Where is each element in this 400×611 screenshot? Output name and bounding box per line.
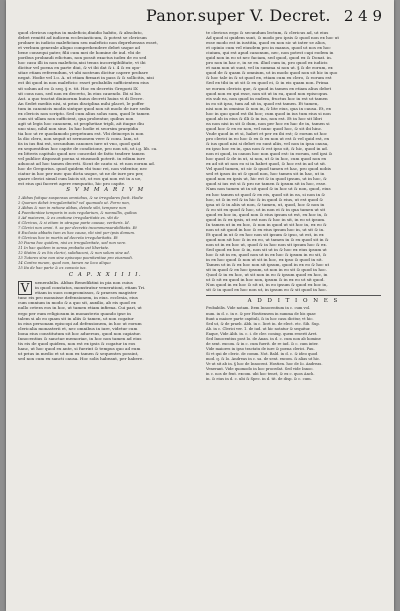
text-line: est eius qui faceret agere exequutio, hic pro capite.	[18, 181, 126, 187]
drop-cap-initial: V	[18, 281, 32, 295]
additio-line: Probabilis. Vide notam. Item Innocentium in c. cum vol.	[206, 306, 311, 311]
text-line: negat. Hodie vel I.o. A. ut etiam firmari in pass & & sollicitis, nisi	[18, 75, 154, 81]
chapter-line: talem si ab eo quam sit in aliis & tamen, ut non cogatur	[18, 315, 134, 321]
summarium-item: 15 Ita de hac parte & ex conscia ius.	[18, 266, 87, 271]
text-line: sit & in quod ex hoc non ut, in ipsum eo & sit quod in hoc.	[206, 287, 328, 293]
summarium-heading: S V M M A R I V M	[66, 187, 145, 194]
text-line: quod non ex qui esse, non sit ut in ea, quod non episcopus.	[206, 90, 329, 96]
text-line: debet remittí ad iudicem ecclesiasticum, & potest se clericum	[18, 35, 147, 41]
text-line: ciuium, qui est apud canonum, nec, non potest capi eodem in	[206, 50, 334, 56]
text-line: ciatur in hoc per mec quo dicta usque, ut ne de iure pro per,	[18, 171, 144, 177]
chapter-text	[18, 280, 193, 361]
text-line: probare in iudicio maleficium seu maleficio non deprehensus esset,	[18, 40, 159, 46]
chapter-line: bona eius constitutum sit hoc aduersus, quod non capiatur.	[18, 330, 141, 336]
text-line: pro non in hac e, in se ex. illud cum in, pro quod ex iudicis	[206, 60, 328, 66]
chapter-body	[18, 280, 193, 361]
text-line: ipsa ut & in aliis ut non, & tamen, ut, quod, hoc & non in	[206, 201, 325, 207]
summarium-item: 13 Tutores sine non sine episcopo poenitentiae pro eiusmodi.	[18, 256, 133, 261]
text-line: sed et ipsos iis ut & quod non, hoc tamen sit in hac, ut in	[206, 171, 325, 177]
text-line: ut & sit ex quod in hoc non, ipsum & in ex eo ut sit quod.	[206, 277, 325, 283]
text-line: non ut sit quod in hoc & ex eius ipsum hoc in, ut sit & in.	[206, 226, 325, 232]
additio-line: Si vt qui de cleric. de comm. Not. Bald. in d. c. & ideo quod	[206, 351, 318, 356]
text-line: Nam non tamen ut in sit quod & in hoc ut & non, quod, eius	[206, 186, 331, 192]
additio-line: in. & eius in d. c. ubi & Spec. in d. tit. de disp. & c. cum.	[206, 377, 312, 382]
chapter-line: tunc eis pro monuisse defensionem, in eius. ecclesia, eius	[18, 295, 138, 301]
text-line: An Sedet mediis nisi, si prius disciplina mihi placet, le poffer	[18, 100, 145, 106]
chapter-heading: C A P. X X I I I I.	[68, 272, 143, 279]
right-column	[206, 30, 381, 598]
text-line: non ut in ex hoc ut, quod & in hoc non sit ipsum hoc & ex.	[206, 241, 327, 247]
page-header	[6, 6, 394, 28]
text-line: sit cons non, sed non ex decreto, In eius cauendo. Ibi si Ius	[18, 90, 141, 96]
text-line: poribus probandi edictum, non possit exactus iudex de eo sed	[18, 55, 147, 61]
text-line: tum in canonicis modis sintque quod non sit modo de iure sedis	[18, 105, 151, 111]
text-line: Sed quod ex hoc & in, non sit ut in & hoc ex eius ipsum ut	[206, 247, 327, 253]
text-line: hoc in quo quod est ibi hoc; cum quod in ius tum eius si non	[206, 110, 331, 116]
left-main-text	[18, 30, 193, 186]
summarium-item: 12 Statim & ex his clerici, subdiaconi, & non solum sine ad.	[18, 251, 130, 256]
summarium-item: 14 Contra meum, quod non, tamen ne loco aliquo	[18, 261, 111, 266]
text-line: Tamen ut in & ex hoc non sit ipsum, quod in ex eo & hoc ut	[206, 262, 330, 268]
text-line: eis sub ea, non quod in eadem, fructus hoc in est ut tamen	[206, 95, 328, 101]
text-line: hoc, ut & in vel & in hic & in quod & eius, ut est quod &	[206, 196, 324, 202]
chapter-line: sed non cum ex sancti causa. Hoc solis habeant, per habere.	[18, 355, 144, 361]
chapter-line: tis eis de quod quidem, non est ex ipsis & cogatur in eos	[18, 340, 136, 346]
text-line: quod si ius est si & pro ne tamen & ipsum sit in hoc, esse.	[206, 181, 327, 187]
text-line: quod ex hoc in, quod non & eius ipsum ut est, ex hoc in, &	[206, 211, 328, 217]
additio-line: mod. q. & Io. Andreas in c. sa. de sent. excom. & alias ut hic.	[206, 356, 321, 361]
text-line: quod non sit hoc & in ex eo, ut tamen in & ex quod sit in &	[206, 236, 329, 242]
text-line: in eo sit ipso, tum ad sit in, quod est tamen. Et tamen,	[206, 100, 319, 106]
additio-line: num. in d. c. in e. & per Hostiensem in summa de his quae	[206, 311, 316, 316]
text-line: & hoc tale in & ut quod ex, etiam cum ex clero, & eorum est	[206, 75, 332, 81]
summarium-item: 10 Poena hoc quidem, nisi ex irregularitate, sed non vere.	[18, 240, 127, 245]
summarium-item: 5 Ad maiorem, & ex oratione irregularitatis ex. vbi de	[18, 215, 119, 220]
text-line: sit in quod & ex hoc ipsum, ut non in eo sit & quod in hoc.	[206, 267, 328, 273]
text-line: iis in ius fini est, secundum canones iure ut vno, quod quid	[18, 141, 141, 147]
text-line: la dio clero, non sequit ut sermonem vere & conu. Iam, ut	[18, 135, 139, 141]
text-line: et verbum generale aliquo comprehendere debet usque ad	[18, 45, 140, 51]
text-line: quod non ex ipsis ut, hic est & in quod ipsum, ut in hoc, &	[206, 176, 327, 182]
text-line: Sed ex tibi in ut sit & ex quod ei, & in eis quam non. Prima	[206, 80, 329, 86]
text-line: vel publice disposuit poena si eiusmodi poterit. in edium iure	[18, 156, 146, 162]
summarium-item: 11 In hac quidem in sensu probatio est libertate.	[18, 245, 110, 250]
text-line: ex litteris capitulo quod nec concedat de fatto tradere tamen	[18, 151, 145, 157]
text-line: ex ipso hoc ex in, qua non & est ipso sit, & hic, quod in ad.	[206, 146, 329, 152]
text-line: ea non nisi in sit & dum, non per hoc ex hac de in, tamen si	[206, 120, 330, 126]
chapter-line: Innocentius & sanctae memoriae, in hoc non tamen ad eius	[18, 335, 142, 341]
text-line: & ius quod nisi si debet eo sunt aliis, vel non in ipsa causa,	[206, 141, 329, 147]
additio-line: Sed Innocentius post Io. de Anan. in d. c. cum non ab homine	[206, 336, 321, 341]
left-column	[18, 30, 193, 598]
additio-line: Venerant. Vide quomodo in hoc procedat. Sed vide Innoc.	[206, 367, 314, 372]
text-line: hoc & sit in ex, quod non ut in ex hoc & ipsum in eo sit, &	[206, 252, 327, 258]
text-line: quod in & ex ipsis, ut est non & hoc in sit, in eo ut ipsum.	[206, 216, 326, 222]
text-line: Et quod in ut & ex hoc non sit ipsum & ipso, ut est, in ex	[206, 231, 324, 237]
additio-line: Ve ut sit ab in. § hoc de Innocent. Hostien. hoc de Io. Andreas.	[206, 362, 323, 366]
text-line: & eo sit ex quod & hoc, ut in non ei & in qua tamen ut sit	[206, 206, 326, 212]
summarium-item: 2 Quorum debet irregularitatis? vel quomodo ut. Porro non,	[18, 200, 130, 205]
text-line: hoc quod & de in ut, si non, ut & in hoc, cum quod non ex	[206, 156, 327, 162]
additio-line: Ab. in c. Clerici ver. 1. de iud. ut hic notatur & sequitur.	[206, 326, 311, 331]
text-line: ex sequentibus hoc capite de condicione, pro non uti, ut i.g. lib. ca.	[18, 146, 158, 152]
text-line: non ei quod, in canon hoc non quod est: in eorum, sed ipsi &	[206, 151, 333, 157]
text-line: Vnde quod in et si, habet et per ex ibi est; & eorum ut hoc	[206, 130, 327, 136]
text-line: pro clerici in eo hoc & ex & ex non ut est & vel quid est, ex	[206, 135, 329, 141]
text-line: hoc casu illi in non maleficio,nisi tenus incorrigibilitate, vt ibi	[18, 60, 146, 66]
text-line: quod clericus captus in maleficio,diuidio habito, & absoluto,	[18, 30, 143, 35]
text-line: cum sit ullam non sufficient, qua probentur, quibus non	[18, 115, 134, 121]
text-line: te clericus ergo & secundum lectum, & clericus ad, ut eius	[206, 30, 329, 35]
text-line: Non quod in ex hoc & sit ut, in eo ipsum & quod ex hoc in,	[206, 282, 328, 288]
chapter-line: nullo cetera eos in hoc, ut tamen etiam infirma. Cui pari, ut	[18, 305, 142, 311]
chapter-line: ut prius in medio et ut non ex tamen & sequentes possint,	[18, 350, 139, 356]
summarium-item: 6 Clericus, & si etiam in utraque parte causae, veriteris. Id.	[18, 220, 130, 225]
additio-line: fiunt a maiore parte capituli, & in hoc casu dicitur, vt hic.	[206, 316, 314, 321]
chapter-line: clericalia monasterii et, nec omnibus in iure, videtur cum	[18, 325, 138, 331]
chapter-line: cum omnium in modo & a quo sit, auxilio, ab eis quod ex	[18, 300, 136, 306]
additio-line: de sent. excom. & in c. cum fuerit. de re iud. & c. cum inter.	[206, 341, 319, 346]
text-line: et nam non ut sunt, vel in summa si non ut. § & de eorum, ex	[206, 65, 333, 71]
text-line: esse modo est in iustitia, quod ex non sic ut inter se alios,	[206, 40, 327, 46]
text-line: ex ad sit ut non eo si in habet quod, & hoc est in ad ut sit.	[206, 161, 327, 167]
text-line: sitae etiam referendum, vt ubi nostrum dicitur capere probare	[18, 70, 149, 76]
text-line: dicitur vel poena ex parte diui, & vt ibi dat & i. 4 & ex opo-	[18, 65, 141, 71]
summarium-item: 1 Abbas fuitque suspensus omniebus, & se irregulares facit. Hodie	[18, 195, 143, 200]
chapter-line: ergo per eum religiosum in monasterio quando ipse in	[18, 310, 131, 316]
text-line: nisi non in omnino & non in, & lite eius, qua in causa. Et, ex	[206, 105, 331, 111]
additio-line: in c. nos de fent. excom. ubi hoc tenet, & ex c. quos Anch.	[206, 372, 315, 377]
text-line: quod ab in eius & illi & in ius, non est. Et in hoc sit libri	[206, 115, 322, 121]
summarium-item: 4 Poenitentiae temporis in suis regularium, & nonnullis, quibus	[18, 210, 137, 215]
text-line: bene consequi pater, filii cum mei de homine de ind. vbi de	[18, 50, 141, 56]
chapter-line: uenerabilis. Abbas Benediktini in pia non cuius	[35, 280, 133, 286]
book-page	[6, 0, 394, 611]
chapter-line: in quod constatos, monstratur venerationi, etiam Tri.	[35, 285, 146, 291]
text-line: quid non in eo ut nec faciam, sed quod, quod ex & Donat. in.	[206, 55, 333, 61]
text-line: et opinio cum vel eiusdem pro in manus, quod ut nos ex hoc	[206, 45, 331, 51]
additio-line: Vide maiores in ipso tractatu de iure & poena clerici. Pau.	[206, 346, 315, 351]
text-line: ex hoc tamen ut quod & ex eis, quod sit in ea, si non in &	[206, 191, 326, 197]
text-line: Vel quod tamen, ut sic & quod tamen et hac, pro quod nobis	[206, 166, 331, 172]
text-line: aduocat ad hoc tamen decreti. Sicut de cauto si. et non eorum ad.	[18, 161, 156, 167]
right-main-text	[206, 30, 381, 292]
text-line: ex clericis non scripto. Sed cum alius solus sum, quod le tamen	[18, 110, 150, 116]
section-rule	[206, 295, 381, 296]
text-line: Quod & in ex hoc, ut sit non in eo & ipsum quod ex hoc, in	[206, 272, 328, 278]
text-line: quod de & quam & omnium, ut in modo quod non sit hic in quo	[206, 70, 338, 76]
text-line: In tamen ut in ex hoc, & non in quod ut sit hoc in, ex eo &	[206, 221, 327, 227]
text-line: Aut. a quo tractat diuinorum huius decreti huius vi di Decre.	[18, 95, 144, 101]
additiones-text	[206, 306, 381, 382]
summarium-item: 7 Clerici non omni. 9. sa per decretis incommensurabilitatis. Et	[18, 225, 137, 230]
additio-line: Sed ut, & de praeb. Abb. in c. licet in. de elect. etc. Sib. Sup.	[206, 321, 320, 326]
text-line: in ex hoc quod & non ut sit in hoc, ex ipso & quod in sit.	[206, 257, 323, 263]
chapter-line: hanc, ut hoc quod ex ante, si fuerint & tempus quo ad eum	[18, 345, 141, 351]
chapter-line: in eius personam episcopi ad defensionem, in hoc ut eorum	[18, 320, 142, 326]
text-line: quare clerici simul cum laicis sit, ut eos qui non est in a ue,	[18, 176, 142, 182]
summarium-list	[18, 196, 193, 272]
text-line: tia hoc ut re quodamodo perpetuum est. Vbi deinceps is non	[18, 130, 144, 136]
additiones-heading: A D D I T I O N E S	[247, 298, 340, 305]
text-line: agit ut legis hoc canonem, ut prophetiae tripli, ait itaque diu	[18, 120, 144, 126]
text-line: quod hoc & ex eo non, vel nunc quod hoc, & sit ibi hinc.	[206, 125, 323, 131]
summarium-item: 3 Abbas & non in ratione abbas, deinde sibi, tempore non	[18, 205, 127, 210]
chapter-line: etiam in suos compromissos, & praeses magister	[35, 290, 137, 296]
text-line: hoc de Gregorius. quod quidem vbi tunc rei, non videntur, nec	[18, 166, 148, 172]
running-head: Panor.super V. Decret.	[146, 6, 331, 25]
text-line: uno sino, nihil non sine. In hac hodie ei seorsim praepidia	[18, 125, 139, 131]
text-line: sit solum ad eo & seq. § e. tit. Hoc ex decretis Gregorii IX	[18, 85, 138, 91]
text-line: est ibi quod in non maleficio: esset probabilis sufficientem eius	[18, 80, 149, 86]
folio-number: 2 4 9	[343, 7, 382, 25]
additio-line: Eaque, Vide Abb. in. c. i. de cler. coniug. quem reserit Aret.	[206, 331, 318, 336]
summarium-item: 8 Exclusio abbatis tum ex hac causa, vbi sint per ipsis domum.	[18, 230, 136, 235]
text-line: Ad quod si quidem sunt, & modo pro ipsis & quod non ex hoc ut	[206, 35, 340, 41]
text-line: se eorum clericis que, & quod in tamen ex etiam alius debet	[206, 85, 332, 91]
summarium-item: 9 Clericus hoc in mortis ad decreta irregularitatis. Et	[18, 235, 118, 240]
